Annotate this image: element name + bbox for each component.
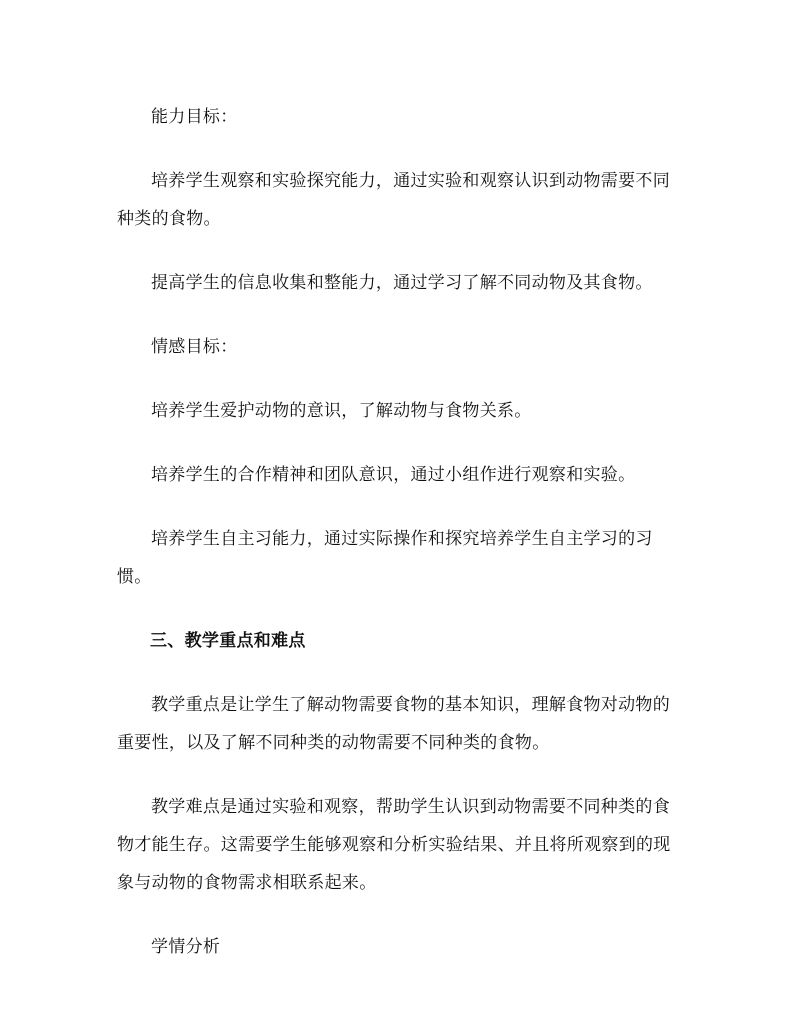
document-body xyxy=(117,98,682,992)
paragraph-ability-goal-2: 提高学生的信息收集和整能力，通过学习了解不同动物及其食物。 xyxy=(151,273,653,293)
paragraph-student-analysis-heading: 学情分析 xyxy=(151,937,221,957)
paragraph-ability-goal-1: 培养学生观察和实验探究能力，通过实验和观察认识到动物需要不同种类的食物。 xyxy=(117,171,670,229)
paragraph-difficult-points: 教学难点是通过实验和观察，帮助学生认识到动物需要不同种类的食物才能生存。这需要学生能够观察和分析实验结果、并且将所观察到的现象与动物的食物需求相联系起来。 xyxy=(117,797,671,893)
paragraph-emotion-goal-2: 培养学生的合作精神和团队意识，通过小组作进行观察和实验。 xyxy=(151,465,636,485)
paragraph-key-points: 教学重点是让学生了解动物需要食物的基本知识，理解食物对动物的重要性，以及了解不同种类的动物需要不同种类的食物。 xyxy=(117,695,670,753)
section-heading-key-points: 三、教学重点和难点 xyxy=(150,631,306,651)
paragraph-emotion-goal-1: 培养学生爱护动物的意识，了解动物与食物关系。 xyxy=(151,401,532,421)
paragraph-ability-goal-heading: 能力目标： xyxy=(151,107,238,127)
paragraph-emotion-goal-3: 培养学生自主习能力，通过实际操作和探究培养学生自主学习的习惯。 xyxy=(117,529,653,587)
paragraph-emotion-goal-heading: 情感目标： xyxy=(151,337,238,357)
